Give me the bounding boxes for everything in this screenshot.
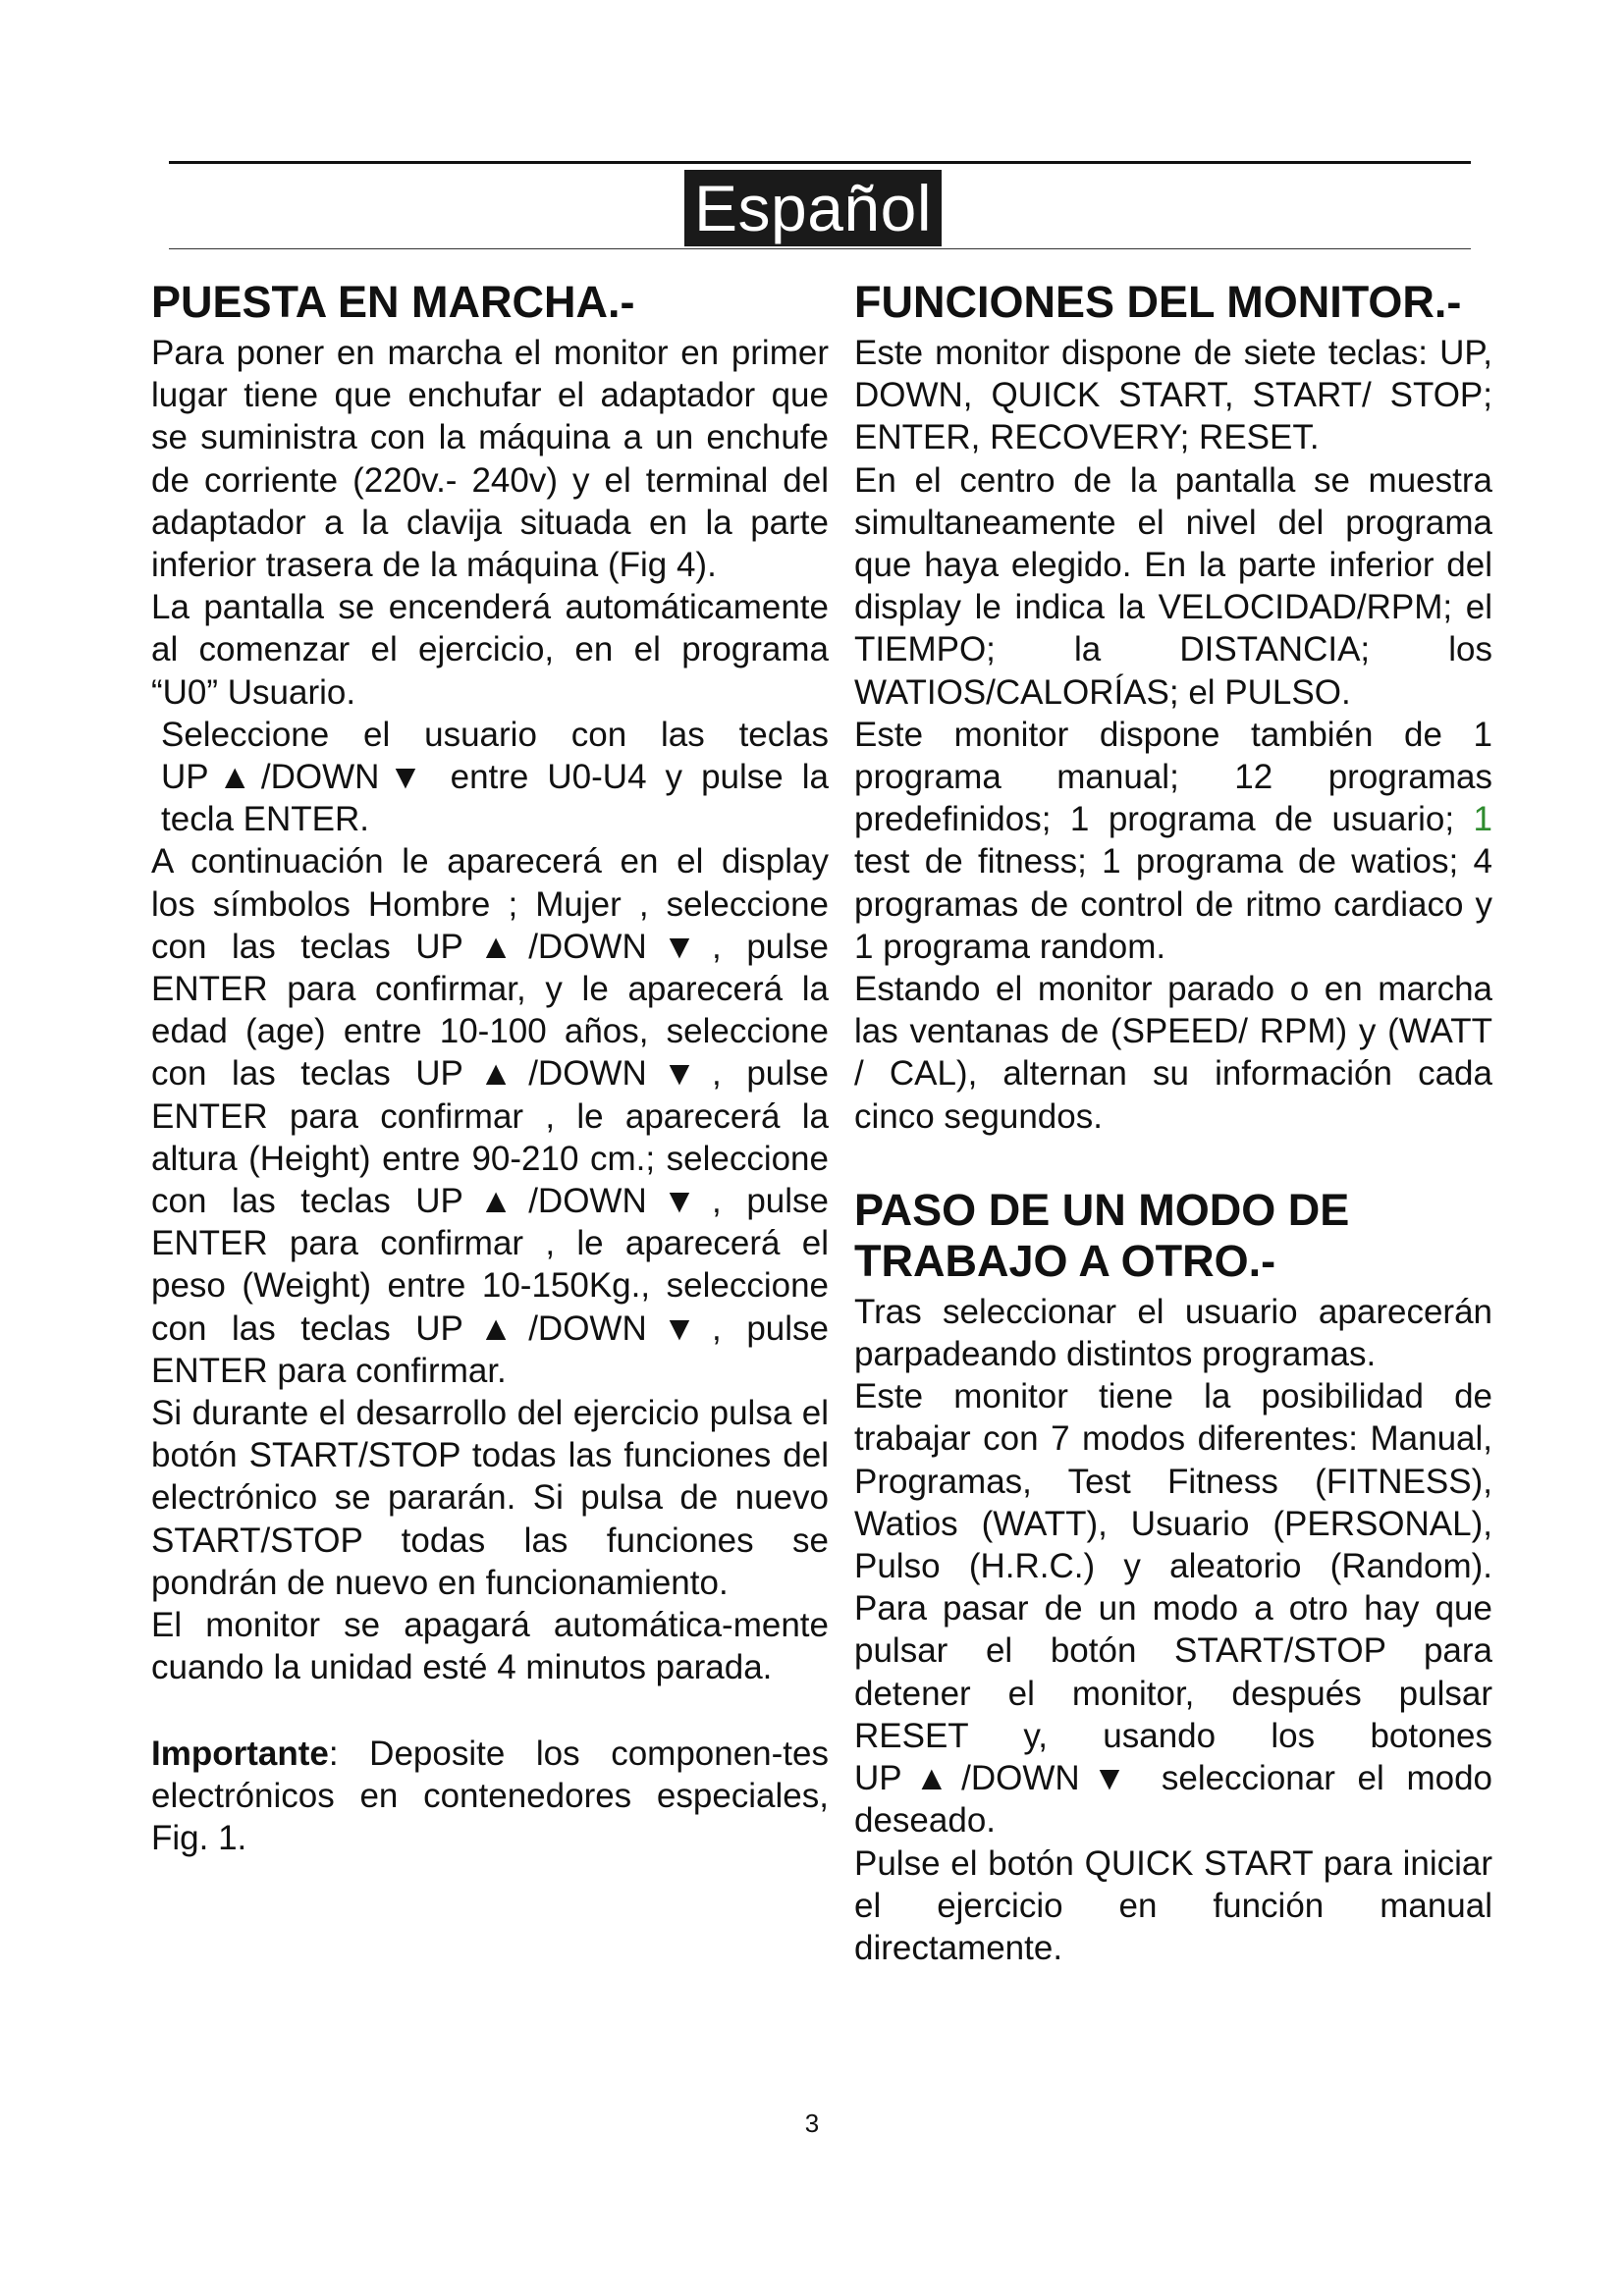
programas-green-number: 1 [1473,800,1492,839]
heading-puesta-en-marcha: PUESTA EN MARCHA.- [151,277,635,327]
programas-text-1: Este monitor dispone también de 1 programa manual; 12 programas predefinidos; 1 programa de usuario; [854,715,1492,839]
paragraph-modos: Este monitor tiene la posibilidad de trabajar con 7 modos diferentes: Manual, Programas, Test Fitness (FITNESS), Watios (WATT), Usuario (PERSONAL), Pulso (H.R.C.) y aleatorio (Random). Para pasar de un modo a otro hay que pulsar el botón START/STOP para detener el monitor, después pulsar RESET y, usando los botones UP▲/DOWN▼ seleccionar el modo deseado. [854,1377,1492,1841]
paragraph-pantalla: La pantalla se encenderá automáticamente al comenzar el ejercicio, en el programa “U0” Usuario. [151,588,829,712]
heading-funciones-monitor: FUNCIONES DEL MONITOR.- [854,277,1462,327]
paragraph-apagado: El monitor se apagará automática-mente cuando la unidad esté 4 minutos parada. [151,1606,829,1687]
paragraph-teclas: Este monitor dispone de siete teclas: UP, DOWN, QUICK START, START/ STOP; ENTER, RECOVERY; RESET. [854,334,1492,457]
paragraph-programas [854,714,1492,968]
paragraph-enchufar: Para poner en marcha el monitor en primer lugar tiene que enchufar el adaptador que se suministra con la máquina a un enchufe de corriente (220v.- 240v) y el terminal del adaptador a la clavija situada en la parte inferior trasera de la máquina (Fig 4). [151,334,829,585]
paragraph-tras-seleccionar: Tras seleccionar el usuario aparecerán parpadeando distintos programas. [854,1292,1492,1374]
programas-text-2: test de fitness; 1 programa de watios; 4 programas de control de ritmo cardiaco y 1 programa random. [854,842,1492,966]
header-bottom-rule [169,248,1471,249]
paragraph-quick-start: Pulse el botón QUICK START para iniciar el ejercicio en función manual directamente. [854,1843,1492,1967]
important-label: Importante [151,1734,329,1773]
paragraph-importante [151,1733,829,1860]
important-text: : Deposite los componen-tes electrónicos en contenedores especiales, Fig. 1. [151,1734,829,1857]
header-top-rule [169,161,1471,164]
page-number: 3 [804,2109,820,2138]
left-column [151,277,829,1859]
language-label: Español [684,170,942,246]
paragraph-start-stop: Si durante el desarrollo del ejercicio pulsa el botón START/STOP todas las funciones del electrónico se pararán. Si pulsa de nuevo START/STOP todas las funciones se pondrán de nuevo en funcionamiento. [151,1394,829,1602]
heading-paso-modo: PASO DE UN MODO DE TRABAJO A OTRO.- [854,1184,1350,1286]
right-column [854,277,1492,1969]
paragraph-pantalla-centro: En el centro de la pantalla se muestra simultaneamente el nivel del programa que haya elegido. En la parte inferior del display le indica la VELOCIDAD/RPM; el TIEMPO; la DISTANCIA; los WATIOS/CALORÍAS; el PULSO. [854,460,1492,712]
paragraph-usuario: Seleccione el usuario con las teclas UP▲/DOWN▼ entre U0-U4 y pulse la tecla ENTER. [161,715,829,839]
paragraph-datos-usuario: A continuación le aparecerá en el display los símbolos Hombre ; Mujer , seleccione con las teclas UP▲/DOWN▼, pulse ENTER para confirmar, y le aparecerá la edad (age) entre 10-100 años, seleccione con las teclas UP▲/DOWN▼, pulse ENTER para confirmar , le aparecerá la altura (Height) entre 90-210 cm.; seleccione con las teclas UP▲/DOWN▼, pulse ENTER para confirmar , le aparecerá el peso (Weight) entre 10-150Kg., seleccione con las teclas UP▲/DOWN▼, pulse ENTER para confirmar. [151,842,829,1390]
paragraph-ventanas: Estando el monitor parado o en marcha las ventanas de (SPEED/ RPM) y (WATT / CAL), alternan su información cada cinco segundos. [854,970,1492,1136]
